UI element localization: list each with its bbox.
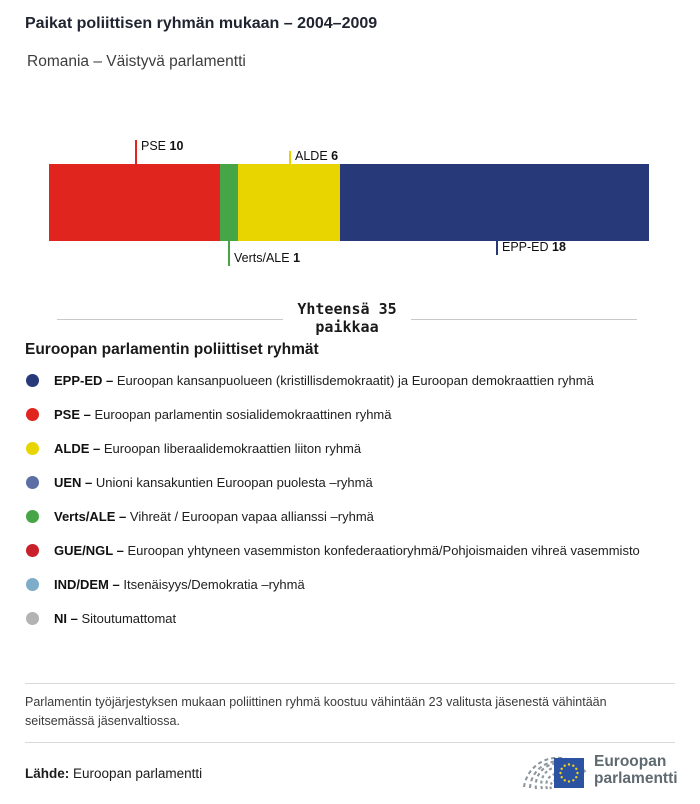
divider-line-left bbox=[57, 319, 283, 336]
bar-segment-alde bbox=[238, 164, 341, 241]
legend-abbr: UEN – bbox=[54, 475, 93, 490]
legend-item-ni bbox=[25, 610, 665, 628]
verts-callout-tick bbox=[228, 241, 230, 266]
total-seats-line1: Yhteensä 35 bbox=[297, 300, 397, 318]
legend-item-epped bbox=[25, 372, 665, 390]
footnote-text: Parlamentin työjärjestyksen mukaan poliittinen ryhmä koostuu vähintään 23 valitusta jäsenestä vähintään seitsemässä jäsenvaltiossa. bbox=[25, 695, 607, 728]
eu-flag bbox=[554, 758, 584, 788]
verts-seat-count: 1 bbox=[293, 251, 301, 265]
pse-group-name: PSE bbox=[141, 139, 167, 153]
alde-color-dot bbox=[26, 442, 39, 455]
legend-item-pse bbox=[25, 406, 665, 424]
legend-abbr: PSE – bbox=[54, 407, 91, 422]
legend-desc: Euroopan parlamentin sosialidemokraattinen ryhmä bbox=[94, 407, 392, 422]
epped-callout-tick bbox=[496, 241, 498, 255]
legend-abbr: IND/DEM – bbox=[54, 577, 120, 592]
source-value: Euroopan parlamentti bbox=[73, 766, 203, 781]
inddem-color-dot bbox=[26, 578, 39, 591]
legend-item-verts bbox=[25, 508, 665, 526]
pse-callout-label bbox=[141, 139, 183, 153]
legend-heading: Euroopan parlamentin poliittiset ryhmät bbox=[25, 341, 319, 358]
legend-item-text bbox=[54, 542, 640, 560]
legend-desc: Euroopan yhtyneen vasemmiston konfederaatioryhmä/Pohjoismaiden vihreä vasemmisto bbox=[127, 543, 640, 558]
legend-abbr: EPP-ED – bbox=[54, 373, 114, 388]
footnote-block bbox=[25, 683, 675, 743]
alde-callout-tick bbox=[289, 151, 291, 164]
legend-abbr: GUE/NGL – bbox=[54, 543, 124, 558]
legend-item-text bbox=[54, 508, 374, 526]
legend-item-inddem bbox=[25, 576, 665, 594]
legend-list bbox=[25, 372, 665, 644]
legend-item-text bbox=[54, 576, 305, 594]
legend-abbr: Verts/ALE – bbox=[54, 509, 127, 524]
ni-color-dot bbox=[26, 612, 39, 625]
legend-desc: Vihreät / Euroopan vapaa allianssi –ryhmä bbox=[129, 509, 374, 524]
source-line bbox=[25, 766, 202, 781]
guengl-color-dot bbox=[26, 544, 39, 557]
pse-seat-count: 10 bbox=[169, 139, 184, 153]
legend-item-text bbox=[54, 440, 361, 458]
uen-color-dot bbox=[26, 476, 39, 489]
total-seats-divider bbox=[57, 300, 637, 336]
bar-segment-epped bbox=[340, 164, 649, 241]
epped-callout-label bbox=[502, 240, 566, 254]
legend-abbr: NI – bbox=[54, 611, 78, 626]
legend-item-alde bbox=[25, 440, 665, 458]
legend-desc: Euroopan kansanpuolueen (kristillisdemokraatit) ja Euroopan demokraattien ryhmä bbox=[116, 373, 594, 388]
legend-item-text bbox=[54, 474, 373, 492]
page-subtitle: Romania – Väistyvä parlamentti bbox=[27, 53, 246, 70]
legend-desc: Euroopan liberaalidemokraattien liiton ryhmä bbox=[103, 441, 362, 456]
epped-seat-count: 18 bbox=[552, 240, 566, 254]
source-label: Lähde: bbox=[25, 766, 70, 781]
total-seats-label bbox=[283, 300, 410, 336]
pse-callout-tick bbox=[135, 140, 137, 164]
divider-line-right bbox=[411, 319, 637, 336]
alde-group-name: ALDE bbox=[295, 149, 328, 163]
legend-desc: Unioni kansakuntien Euroopan puolesta –ryhmä bbox=[95, 475, 373, 490]
epped-color-dot bbox=[26, 374, 39, 387]
seats-stacked-bar bbox=[49, 164, 649, 241]
verts-color-dot bbox=[26, 510, 39, 523]
alde-seat-count: 6 bbox=[331, 149, 339, 163]
bar-segment-verts bbox=[220, 164, 237, 241]
bar-segment-pse bbox=[49, 164, 220, 241]
pse-color-dot bbox=[26, 408, 39, 421]
legend-item-text bbox=[54, 372, 594, 390]
european-parliament-logo bbox=[516, 742, 686, 798]
legend-item-uen bbox=[25, 474, 665, 492]
alde-callout-label bbox=[295, 149, 338, 163]
parliament-hemicycle-icon bbox=[516, 743, 588, 797]
legend-abbr: ALDE – bbox=[54, 441, 101, 456]
logo-wordmark bbox=[594, 753, 678, 787]
legend-item-text bbox=[54, 406, 391, 424]
legend-item-text bbox=[54, 610, 176, 628]
total-seats-line2: paikkaa bbox=[315, 318, 379, 336]
page-title: Paikat poliittisen ryhmän mukaan – 2004–2009 bbox=[25, 15, 378, 32]
logo-line1: Euroopan bbox=[594, 753, 667, 770]
legend-desc: Itsenäisyys/Demokratia –ryhmä bbox=[123, 577, 305, 592]
legend-desc: Sitoutumattomat bbox=[81, 611, 177, 626]
verts-group-name: Verts/ALE bbox=[234, 251, 290, 265]
epped-group-name: EPP-ED bbox=[502, 240, 549, 254]
verts-callout-label bbox=[234, 251, 300, 265]
logo-line2: parlamentti bbox=[594, 770, 678, 787]
legend-item-guengl bbox=[25, 542, 665, 560]
